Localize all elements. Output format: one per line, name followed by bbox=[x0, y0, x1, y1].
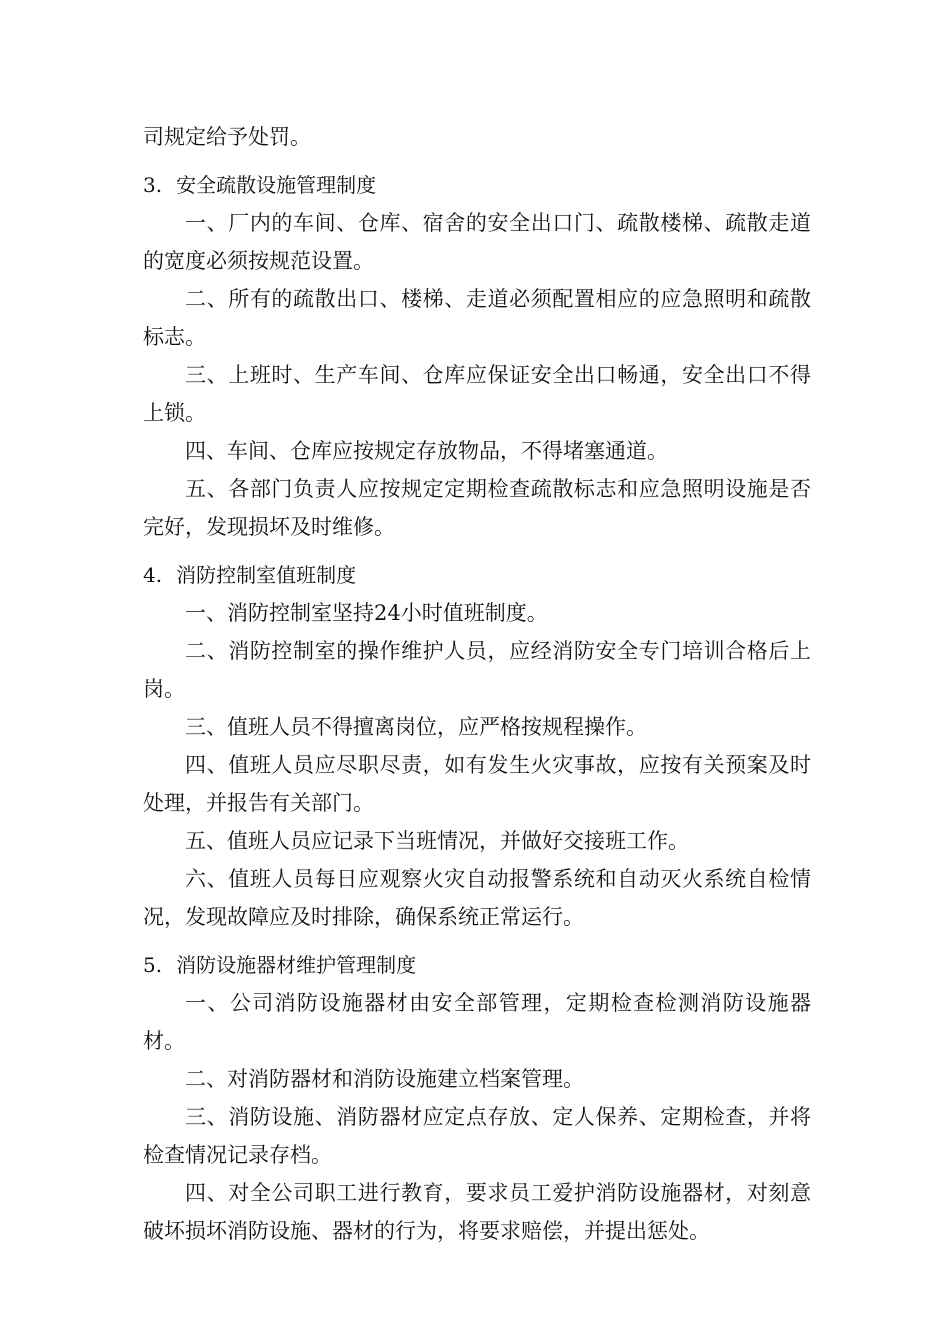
paragraph: 一、消防控制室坚持24小时值班制度。 bbox=[185, 601, 548, 625]
section-heading bbox=[143, 166, 811, 204]
paragraph: 六、值班人员每日应观察火灾自动报警系统和自动灭火系统自检情况，发现故障应及时排除，确保系统正常运行。 bbox=[143, 867, 811, 929]
paragraph: 三、上班时、生产车间、仓库应保证安全出口畅通，安全出口不得上锁。 bbox=[143, 363, 811, 425]
section-number: 3. bbox=[143, 173, 163, 197]
paragraph: 三、值班人员不得擅离岗位，应严格按规程操作。 bbox=[185, 715, 647, 739]
paragraph: 五、值班人员应记录下当班情况，并做好交接班工作。 bbox=[185, 829, 689, 853]
paragraph: 三、消防设施、消防器材应定点存放、定人保养、定期检查，并将检查情况记录存档。 bbox=[143, 1105, 811, 1167]
section-title: 消防控制室值班制度 bbox=[176, 563, 357, 587]
paragraph: 二、消防控制室的操作维护人员，应经消防安全专门培训合格后上岗。 bbox=[143, 639, 811, 701]
paragraph: 四、车间、仓库应按规定存放物品，不得堵塞通道。 bbox=[185, 439, 668, 463]
section-heading bbox=[143, 556, 811, 594]
paragraph: 一、公司消防设施器材由安全部管理，定期检查检测消防设施器材。 bbox=[143, 991, 811, 1053]
section-4 bbox=[143, 556, 811, 936]
paragraph: 二、对消防器材和消防设施建立档案管理。 bbox=[185, 1067, 584, 1091]
paragraph: 二、所有的疏散出口、楼梯、走道必须配置相应的应急照明和疏散标志。 bbox=[143, 287, 811, 349]
paragraph: 一、厂内的车间、仓库、宿舍的安全出口门、疏散楼梯、疏散走道的宽度必须按规范设置。 bbox=[143, 211, 811, 273]
paragraph: 四、值班人员应尽职尽责，如有发生火灾事故，应按有关预案及时处理，并报告有关部门。 bbox=[143, 753, 811, 815]
intro-continuation: 司规定给予处罚。 bbox=[143, 125, 311, 149]
section-number: 5. bbox=[143, 953, 163, 977]
section-3 bbox=[143, 166, 811, 546]
section-5 bbox=[143, 946, 811, 1250]
section-heading bbox=[143, 946, 811, 984]
section-title: 安全疏散设施管理制度 bbox=[176, 173, 377, 197]
paragraph: 五、各部门负责人应按规定定期检查疏散标志和应急照明设施是否完好，发现损坏及时维修。 bbox=[143, 477, 811, 539]
document-body bbox=[143, 118, 811, 1250]
section-title: 消防设施器材维护管理制度 bbox=[176, 953, 417, 977]
paragraph: 四、对全公司职工进行教育，要求员工爱护消防设施器材，对刻意破坏损坏消防设施、器材的行为，将要求赔偿，并提出惩处。 bbox=[143, 1181, 811, 1243]
section-number: 4. bbox=[143, 563, 163, 587]
